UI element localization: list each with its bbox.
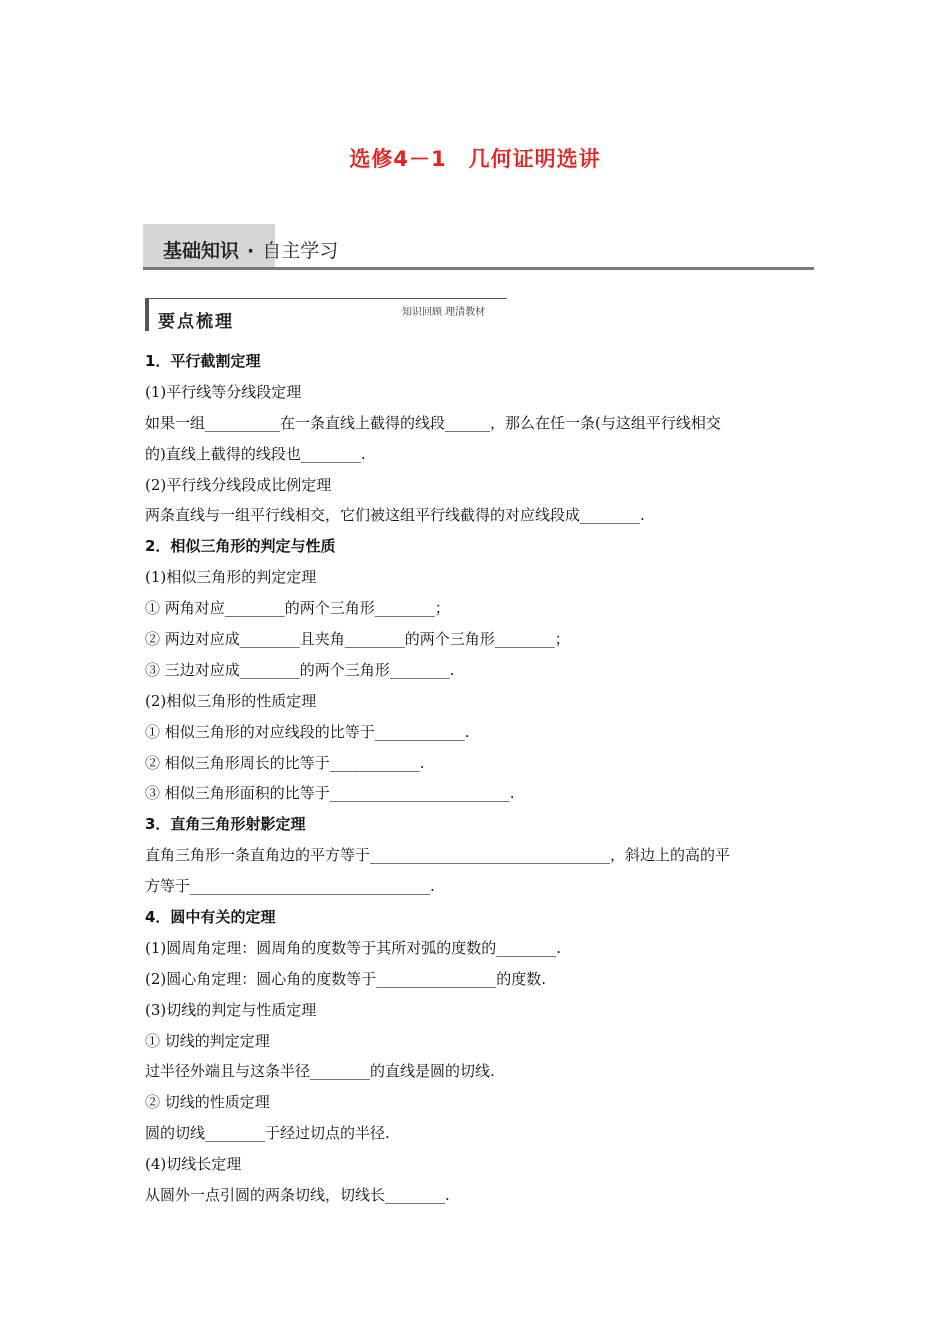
subsection-left-bar — [145, 298, 149, 331]
body-line: (3)切线的判定与性质定理 — [145, 1000, 317, 1019]
heading-right-triangle-projection: 3．直角三角形射影定理 — [145, 815, 306, 834]
heading-parallel-intercept: 1．平行截割定理 — [145, 352, 261, 370]
body-line: (1)圆周角定理：圆周角的度数等于其所对弧的度数的________. — [145, 938, 562, 957]
body-line: 从圆外一点引圆的两条切线，切线长________. — [145, 1186, 450, 1205]
body-line: ① 切线的判定定理 — [145, 1031, 270, 1050]
body-line: ③ 相似三角形面积的比等于________________________. — [145, 784, 515, 803]
body-line: ② 相似三角形周长的比等于____________. — [145, 753, 425, 772]
body-line: 两条直线与一组平行线相交，它们被这组平行线截得的对应线段成________. — [145, 506, 645, 525]
body-line: 过半径外端且与这条半径________的直线是圆的切线. — [145, 1062, 495, 1081]
body-line: 直角三角形一条直角边的平方等于________________________________，斜边上的高的平 — [145, 846, 731, 865]
body-line: (2)相似三角形的性质定理 — [145, 691, 317, 710]
section-subtitle: 自主学习 — [262, 240, 339, 262]
body-line: 方等于________________________________. — [145, 877, 435, 896]
heading-similar-triangles: 2．相似三角形的判定与性质 — [145, 537, 336, 556]
subsection-header — [145, 298, 507, 332]
subsection-top-rule — [145, 298, 507, 299]
body-line: (2)平行线分线段成比例定理 — [145, 475, 332, 494]
body-line: (1)相似三角形的判定定理 — [145, 568, 317, 587]
section-title: 基础知识 — [163, 240, 240, 262]
subsection-note: 知识回顾 理清教材 — [402, 307, 486, 318]
body-line: ③ 三边对应成________的两个三角形________. — [145, 660, 455, 679]
section-header — [143, 224, 814, 270]
subsection-title: 要点梳理 — [158, 312, 234, 332]
section-header-text — [163, 236, 338, 263]
section-separator: · — [247, 240, 255, 262]
body-line: 如果一组__________在一条直线上截得的线段______，那么在任一条(与这组平行线相交 — [145, 413, 721, 432]
section-header-rule — [143, 267, 814, 270]
body-line: (4)切线长定理 — [145, 1155, 242, 1174]
body-line: 的)直线上截得的线段也________. — [145, 444, 366, 463]
heading-circle-theorems: 4．圆中有关的定理 — [145, 908, 276, 927]
body-line: 圆的切线________于经过切点的半径. — [145, 1124, 390, 1143]
body-line: ① 相似三角形的对应线段的比等于____________. — [145, 722, 470, 741]
page-title: 选修4－1 几何证明选讲 — [349, 147, 601, 171]
body-line: ① 两角对应________的两个三角形________； — [145, 599, 450, 618]
content-body — [145, 346, 815, 1211]
body-line: ② 切线的性质定理 — [145, 1093, 270, 1112]
body-line: (1)平行线等分线段定理 — [145, 382, 302, 401]
body-line: ② 两边对应成________且夹角________的两个三角形________； — [145, 630, 570, 649]
body-line: (2)圆心角定理：圆心角的度数等于________________的度数. — [145, 969, 547, 988]
